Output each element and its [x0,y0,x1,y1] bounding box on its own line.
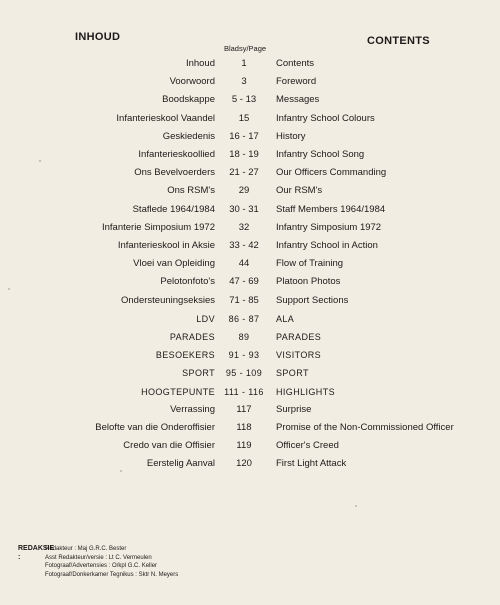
toc-row [0,258,500,276]
toc-english-title: Infantry Simposium 1972 [276,221,382,233]
toc-afrikaans-title: SPORT [182,368,215,379]
toc-afrikaans-title: Ons RSM's [167,185,215,197]
toc-english-title: Officer's Creed [276,440,339,452]
toc-page-number: 119 [236,440,252,452]
toc-row [0,295,500,313]
toc-row [0,185,500,203]
toc-row [0,94,500,112]
toc-english-title: Contents [276,58,315,69]
toc-english-title: Our Officers Commanding [276,167,387,179]
toc-english-title: VISITORS [276,350,322,361]
toc-row [0,76,500,94]
editorial-line: Redakteur : Maj G.R.C. Bester [45,546,127,552]
toc-english-title: Platoon Photos [276,276,341,288]
toc-row [0,240,500,258]
paper-speck [39,160,41,162]
toc-page-number: 29 [238,185,250,197]
toc-afrikaans-title: Ons Bevelvoerders [134,167,215,179]
toc-afrikaans-title: Verrassing [170,403,215,415]
toc-page-number: 47 - 69 [229,276,259,288]
toc-row [0,276,500,294]
editorial-label: REDAKSIE : [18,545,55,561]
toc-english-title: Flow of Training [276,258,344,270]
toc-english-title: ALA [276,313,295,324]
toc-english-title: Messages [276,94,320,106]
toc-row [0,313,500,331]
toc-afrikaans-title: Infanterieskool in Aksie [117,240,215,251]
toc-page-number: 5 - 13 [231,94,257,106]
toc-english-title: Our RSM's [276,185,323,197]
toc-afrikaans-title: Pelotonfoto's [160,276,215,288]
toc-afrikaans-title: PARADES [169,332,215,342]
toc-row [0,458,500,476]
toc-afrikaans-title: BESOEKERS [155,350,215,361]
toc-page-number: 95 - 109 [225,368,263,379]
toc-afrikaans-title: Belofte van die Onderoffisier [95,422,215,433]
toc-afrikaans-title: Infanterie Simposium 1972 [101,221,215,233]
toc-english-title: SPORT [276,368,309,379]
toc-row [0,149,500,167]
toc-page-number: 16 - 17 [229,130,259,142]
editorial-lines [45,545,285,579]
toc-page-number: 32 [238,221,250,233]
toc-afrikaans-title: Vloei van Opleiding [133,258,215,270]
toc-row [0,113,500,131]
editorial-line: Fotograaf/Advertensies : O/kpl G.C. Keller [45,563,158,570]
toc-page-number: 44 [238,258,250,270]
toc-afrikaans-title: Boodskappe [162,94,215,106]
page-column-heading: Bladsy/Page [223,44,267,53]
toc-page-number: 1 [241,58,247,69]
toc-row [0,386,500,404]
toc-english-title: Foreword [276,76,317,88]
toc-row [0,331,500,349]
editorial-line: Fotograaf/Donkerkamer Tegnikus : Sktr N. Meyers [45,571,179,578]
toc-english-title: Surprise [276,403,312,415]
toc-page-number: 33 - 42 [229,240,259,251]
toc-page-number: 30 - 31 [229,203,259,215]
toc-page-number: 111 - 116 [224,386,264,397]
toc-row [0,131,500,149]
paper-speck [8,288,10,290]
toc-english-title: Staff Members 1964/1984 [276,203,386,215]
toc-row [0,440,500,458]
toc-row [0,204,500,222]
toc-page-number: 21 - 27 [229,167,259,179]
toc-english-title: PARADES [276,332,322,342]
toc-row [0,222,500,240]
toc-afrikaans-title: Ondersteuningseksies [121,294,215,306]
toc-afrikaans-title: Infanterieskool Vaandel [116,112,215,124]
toc-row [0,422,500,440]
toc-english-title: HIGHLIGHTS [276,386,336,397]
toc-row [0,367,500,385]
afrikaans-heading: INHOUD [75,31,121,43]
toc-afrikaans-title: Infanterieskoollied [138,149,215,160]
toc-english-title: Infantry School Song [276,149,365,160]
toc-row [0,404,500,422]
toc-english-title: Support Sections [276,294,349,306]
toc-page-number: 89 [238,332,250,342]
toc-page-number: 120 [236,458,252,470]
toc-page-number: 86 - 87 [228,313,260,324]
toc-page-number: 117 [236,403,252,415]
toc-row [0,167,500,185]
toc-english-title: Promise of the Non-Commissioned Officer [276,422,454,433]
toc-english-title: First Light Attack [276,458,347,470]
toc-afrikaans-title: Eerstelig Aanval [146,458,215,470]
paper-speck [355,505,357,507]
toc-page-number: 91 - 93 [228,350,260,361]
toc-afrikaans-title: HOOGTEPUNTE [141,386,215,397]
editorial-line: Asst Redakteur/versie : Lt C. Vermeulen [45,554,152,561]
toc-page-number: 118 [236,422,252,433]
paper-speck [120,470,122,472]
toc-english-title: History [276,130,306,142]
english-heading: CONTENTS [367,35,430,47]
toc-afrikaans-title: Geskiedenis [162,130,215,142]
toc-english-title: Infantry School Colours [276,112,375,124]
toc-page-number: 71 - 85 [229,294,259,306]
toc-page-number: 3 [241,76,247,88]
toc-afrikaans-title: Staflede 1964/1984 [132,203,215,215]
toc-page-number: 15 [238,112,250,124]
toc-page-number: 18 - 19 [229,149,259,160]
toc-row [0,349,500,367]
toc-row [0,58,500,76]
toc-english-title: Infantry School in Action [276,240,378,251]
toc-afrikaans-title: LDV [196,313,215,324]
toc-afrikaans-title: Voorwoord [169,76,215,88]
toc-afrikaans-title: Credo van die Offisier [123,440,215,452]
toc-afrikaans-title: Inhoud [185,58,215,69]
